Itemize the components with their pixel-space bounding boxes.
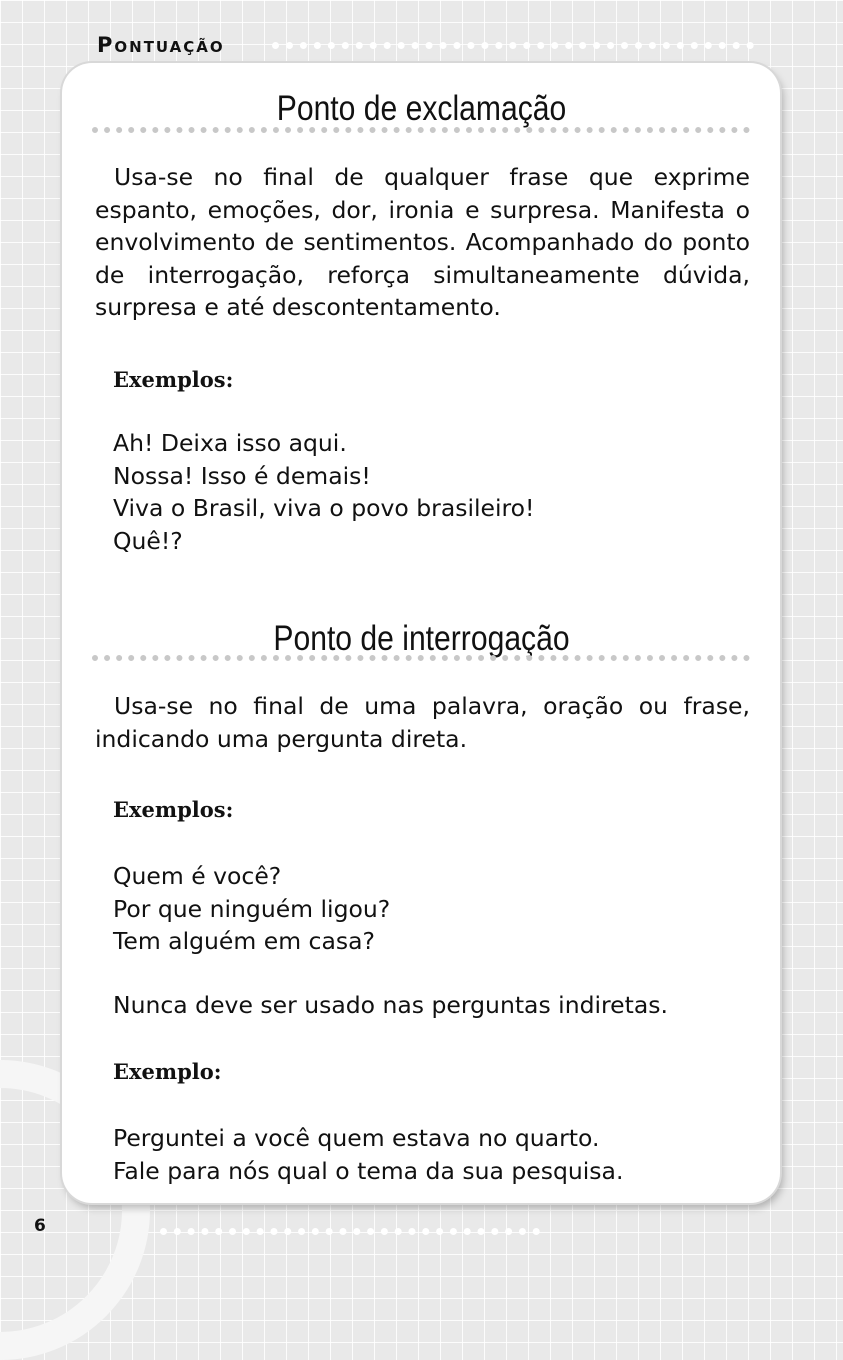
example-item: Quem é você?: [113, 862, 282, 890]
exclamation-paragraph: Usa-se no final de qualquer frase que exprime espanto, emoções, dor, ironia e surpresa. Manifesta o envolvimento de sentimentos. Acompanhado do ponto de interrogação, reforça simultaneamente dúvida, surpresa e até descontentamento.: [95, 163, 750, 321]
example-item: Por que ninguém ligou?: [113, 894, 391, 923]
example-item: Fale para nós qual o tema da sua pesquisa.: [113, 1156, 624, 1185]
example-item: Ah! Deixa isso aqui.: [113, 429, 347, 457]
running-header: Pontuação: [97, 33, 225, 57]
header-dotted-rule: [272, 42, 754, 49]
indirect-questions-note: Nunca deve ser usado nas perguntas indiretas.: [113, 991, 668, 1019]
example-item: Tem alguém em casa?: [113, 927, 375, 955]
indirect-examples-list: [113, 1122, 623, 1187]
example-label: Exemplo:: [113, 1059, 222, 1084]
examples-label: Exemplos:: [113, 797, 234, 822]
examples-label: Exemplos:: [113, 367, 234, 392]
interrogation-paragraph: Usa-se no final de uma palavra, oração ou frase, indicando uma pergunta direta.: [95, 692, 750, 753]
footer-dotted-rule: [160, 1228, 540, 1235]
example-item: Perguntei a você quem estava no quarto.: [113, 1124, 600, 1152]
example-item: Nossa! Isso é demais!: [113, 461, 371, 490]
example-item: Quê!?: [113, 526, 183, 555]
title-dotted-rule: [92, 127, 750, 133]
exclamation-examples-list: [113, 427, 534, 557]
section-title-exclamation: Ponto de exclamação: [276, 89, 567, 128]
section-title-interrogation: Ponto de interrogação: [273, 619, 570, 658]
page-number: 6: [34, 1216, 46, 1236]
title-dotted-rule: [92, 655, 750, 661]
example-item: Viva o Brasil, viva o povo brasileiro!: [113, 494, 535, 522]
interrogation-examples-list: [113, 860, 390, 958]
